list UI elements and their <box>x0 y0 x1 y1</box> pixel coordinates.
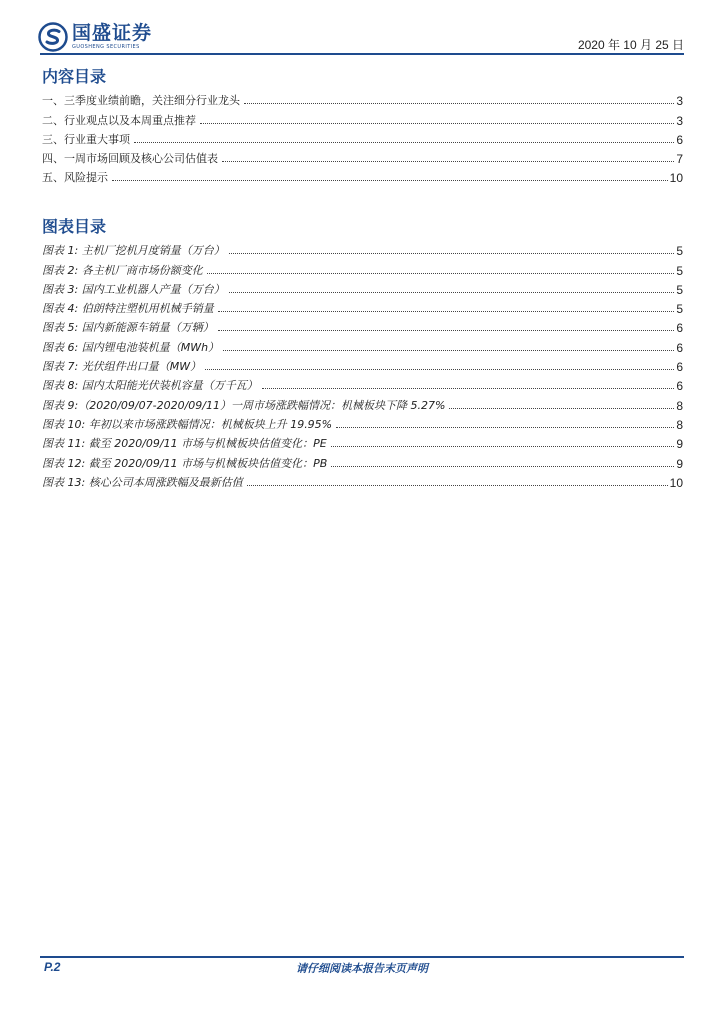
figure-toc-item[interactable]: 图表 6: 国内锂电池装机量（MWh） 6 <box>42 340 683 355</box>
contents-title: 内容目录 <box>42 67 107 86</box>
header-divider <box>40 53 684 55</box>
figure-toc-item[interactable]: 图表 13: 核心公司本周涨跌幅及最新估值 10 <box>42 475 683 490</box>
toc-item[interactable]: 一、三季度业绩前瞻，关注细分行业龙头 3 <box>42 94 683 109</box>
figure-toc-item[interactable]: 图表 9:（2020/09/07-2020/09/11）一周市场涨跌幅情况：机械板块下降 5.27% 8 <box>42 398 683 413</box>
logo-chinese-name: 国盛证券 <box>72 22 153 44</box>
figure-toc-item[interactable]: 图表 7: 光伏组件出口量（MW） 6 <box>42 360 683 375</box>
guosheng-logo-icon <box>38 22 68 52</box>
figure-toc-item[interactable]: 图表 2: 各主机厂商市场份额变化 5 <box>42 263 683 278</box>
toc-item[interactable]: 三、行业重大事项 6 <box>42 132 683 147</box>
figure-toc-item[interactable]: 图表 10: 年初以来市场涨跌幅情况：机械板块上升 19.95% 8 <box>42 417 683 432</box>
logo-english-name: GUOSHENG SECURITIES <box>72 44 140 50</box>
figure-toc-item[interactable]: 图表 8: 国内太阳能光伏装机容量（万千瓦） 6 <box>42 379 683 394</box>
footer-divider <box>40 956 684 958</box>
toc-item[interactable]: 五、风险提示 10 <box>42 171 683 186</box>
toc-item[interactable]: 二、行业观点以及本周重点推荐 3 <box>42 113 683 128</box>
figure-toc-item[interactable]: 图表 3: 国内工业机器人产量（万台） 5 <box>42 282 683 297</box>
page-number: P.2 <box>44 960 61 974</box>
page-header <box>0 0 724 56</box>
figure-toc-item[interactable]: 图表 11: 截至 2020/09/11 市场与机械板块估值变化：PE 9 <box>42 437 683 452</box>
company-logo <box>38 22 152 52</box>
figure-toc-item[interactable]: 图表 1: 主机厂挖机月度销量（万台） 5 <box>42 244 683 259</box>
figure-toc-item[interactable]: 图表 4: 伯朗特注塑机用机械手销量 5 <box>42 302 683 317</box>
contents-list <box>42 89 683 185</box>
footer-disclaimer: 请仔细阅读本报告末页声明 <box>296 962 428 975</box>
figure-toc-item[interactable]: 图表 5: 国内新能源车销量（万辆） 6 <box>42 321 683 336</box>
toc-item[interactable]: 四、一周市场回顾及核心公司估值表 7 <box>42 152 683 167</box>
report-date: 2020 年 10 月 25 日 <box>577 38 684 52</box>
figures-title: 图表目录 <box>42 217 107 236</box>
figures-list <box>42 239 683 490</box>
figure-toc-item[interactable]: 图表 12: 截至 2020/09/11 市场与机械板块估值变化：PB 9 <box>42 456 683 471</box>
